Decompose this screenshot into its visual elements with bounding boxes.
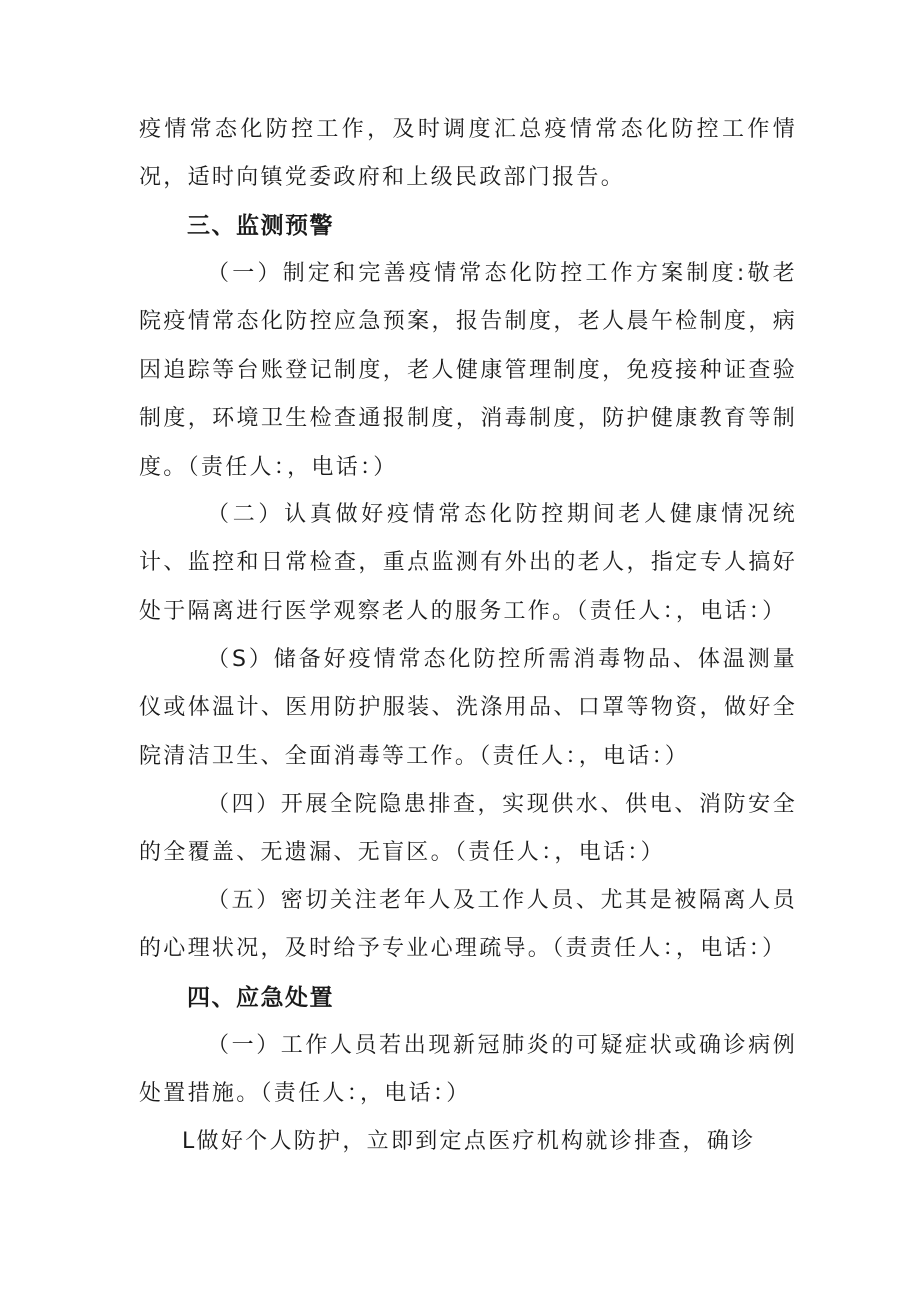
section-heading-monitoring: 三、监测预警 bbox=[187, 213, 334, 239]
paragraph-item-4: （四）开展全院隐患排查，实现供水、供电、消防安全的全覆盖、无遗漏、无盲区。（责任人：，电话：） bbox=[139, 792, 797, 866]
section-heading-emergency: 四、应急处置 bbox=[187, 985, 334, 1011]
paragraph-item-7: L做好个人防护，立即到定点医疗机构就诊排查，确诊 bbox=[182, 1129, 756, 1154]
paragraph-item-3: （S）储备好疫情常态化防控所需消毒物品、体温测量仪或体温计、医用防护服装、洗涤用品、口罩等物资，做好全院清洁卫生、全面消毒等工作。（责任人：，电话：） bbox=[139, 647, 797, 769]
paragraph-item-2: （二）认真做好疫情常态化防控期间老人健康情况统计、监控和日常检查，重点监测有外出的老人，指定专人搞好处于隔离进行医学观察老人的服务工作。（责任人：，电话：） bbox=[139, 502, 797, 624]
paragraph-continuation: 疫情常态化防控工作，及时调度汇总疫情常态化防控工作情况，适时向镇党委政府和上级民政部门报告。 bbox=[139, 117, 797, 191]
paragraph-item-1: （一）制定和完善疫情常态化防控工作方案制度:敬老院疫情常态化防控应急预案，报告制度，老人晨午检制度，病因追踪等台账登记制度，老人健康管理制度，免疫接种证查验制度，环境卫生检查通报制度，消毒制度，防护健康教育等制度。（责任人：，电话：） bbox=[139, 261, 797, 480]
paragraph-item-6: （一）工作人员若出现新冠肺炎的可疑症状或确诊病例处置措施。（责任人：，电话：） bbox=[139, 1033, 797, 1107]
paragraph-item-5: （五）密切关注老年人及工作人员、尤其是被隔离人员的心理状况，及时给予专业心理疏导。（责责任人：，电话：） bbox=[139, 888, 797, 962]
